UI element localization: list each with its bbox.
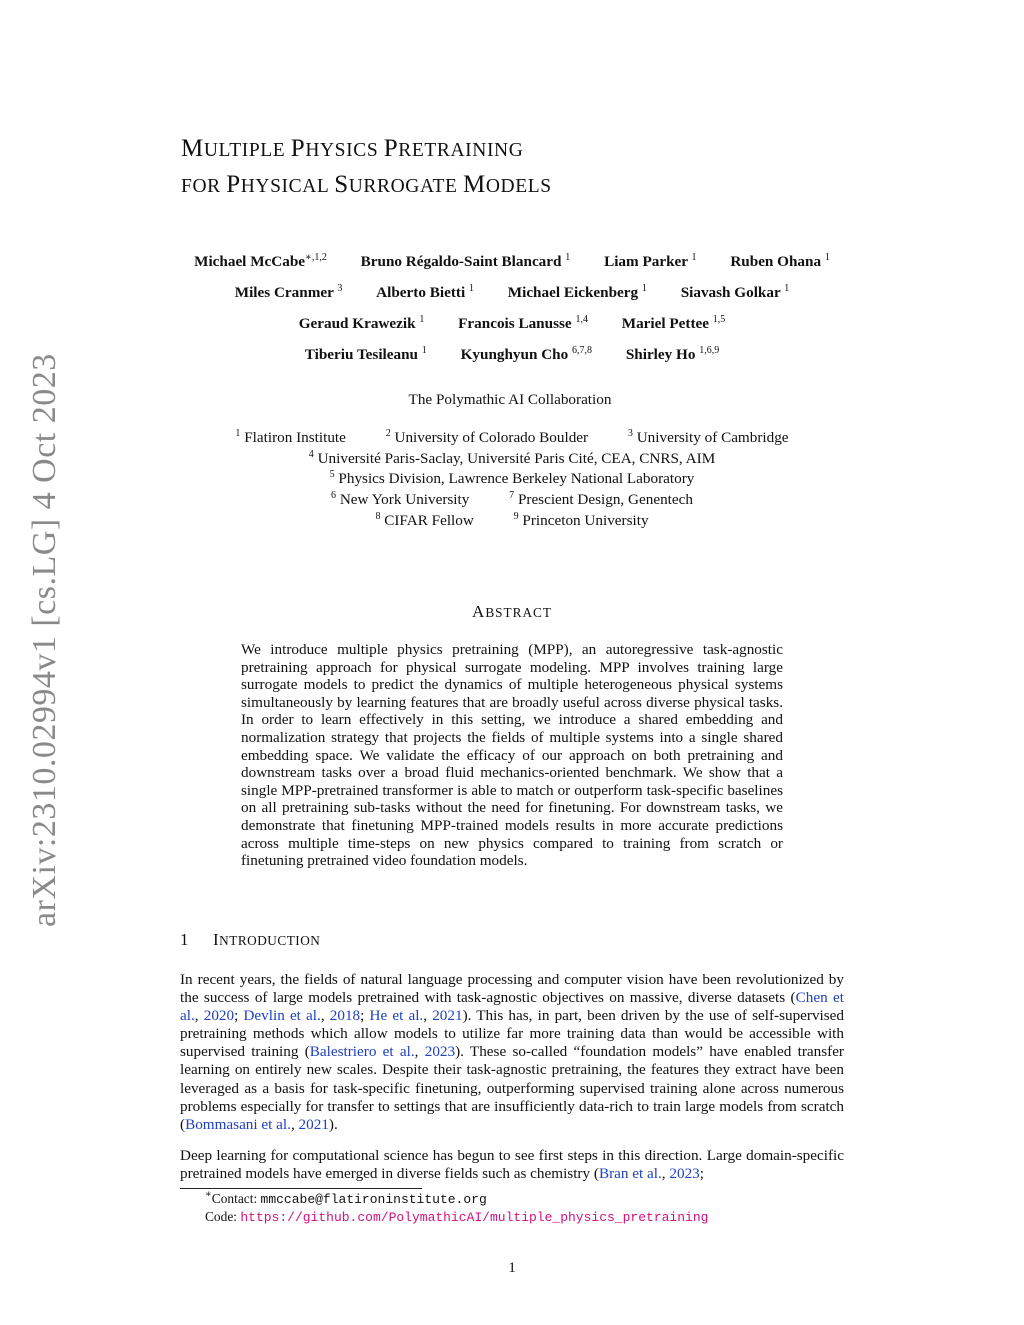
footnote-code: Code: https://github.com/PolymathicAI/multiple_physics_pretraining: [205, 1209, 709, 1225]
author: Siavash Golkar $^1$: [680, 283, 790, 301]
paragraph-text: ,: [194, 1007, 204, 1025]
author: Bruno Régaldo-Saint Blancard $^1$: [360, 252, 571, 270]
author: Miles Cranmer $^3$: [234, 283, 343, 301]
author: Mariel Pettee $^{1,5}$: [621, 314, 726, 332]
affiliation-row: [0, 449, 1024, 469]
citation-link[interactable]: 2021: [432, 1007, 463, 1025]
paragraph-text: ;: [699, 1165, 704, 1183]
paragraph-text: ;: [234, 1007, 244, 1025]
author: Francois Lanusse $^{1,4}$: [458, 314, 588, 332]
author-row: [150, 252, 874, 272]
author: Michael Eickenberg $^1$: [507, 283, 647, 301]
paper-title: [181, 132, 881, 204]
abstract-text: We introduce multiple physics pretraining (MPP), an autoregressive task-agnostic pretraining approach for physical surrogate modeling. MPP involves training large surrogate models to predict the dynamics of multiple heterogeneous physical systems simultaneously by learning features that are broadly useful across diverse physical tasks. In order to learn effectively in this setting, we introduce a shared embedding and normalization strategy that projects the fields of multiple systems into a single shared embedding space. We validate the efficacy of our approach on both pretraining and downstream tasks over a broad fluid mechanics-oriented benchmark. We show that a single MPP-pretrained transformer is able to match or outperform task-specific baselines on all pretraining sub-tasks without the need for finetuning. For downstream tasks, we demonstrate that finetuning MPP-trained models results in more accurate predictions across multiple time-steps on new physics compared to training from scratch or finetuning pretrained video foundation models.: [241, 641, 783, 870]
affiliation: $^9$ Princeton University: [513, 511, 649, 529]
author-row: [150, 314, 874, 334]
collaboration-name: The Polymathic AI Collaboration: [408, 391, 612, 408]
citation-link[interactable]: 2021: [298, 1115, 329, 1133]
author: Tiberiu Tesileanu $^1$: [304, 345, 427, 363]
section-heading: [180, 930, 320, 950]
citation-link[interactable]: 2020: [203, 1007, 235, 1025]
affiliation-row: [0, 511, 1024, 531]
title-line-1: MULTIPLE PHYSICS PRETRAINING: [181, 135, 524, 162]
citation-link[interactable]: 2018: [329, 1007, 361, 1025]
author: Kyunghyun Cho $^{6,7,8}$: [460, 345, 593, 363]
affiliation: $^4$ Université Paris-Saclay, Université Paris Cité, CEA, CNRS, AIM: [308, 449, 716, 467]
affiliation: $^3$ University of Cambridge: [627, 428, 789, 446]
author-row: [150, 345, 874, 365]
affiliation: $^2$ University of Colorado Boulder: [385, 428, 589, 446]
arxiv-identifier: arXiv:2310.02994v1 [cs.LG] 4 Oct 2023: [26, 353, 63, 927]
affiliation: $^8$ CIFAR Fellow: [375, 511, 474, 529]
affiliation-row: [0, 469, 1024, 489]
paragraph-text: Deep learning for computational science has begun to see first steps in this direction. Large domain-specific pretrained models have emerged in diverse fields such as chemistry (: [180, 1147, 844, 1183]
paragraph-text: In recent years, the fields of natural language processing and computer vision have been revolutionized by the success of large models pretrained with task-agnostic objectives on massive, diverse datasets (: [180, 971, 844, 1007]
citation-link[interactable]: 2023: [669, 1165, 700, 1183]
footnote-rule: [180, 1188, 422, 1189]
paragraph-text: ,: [661, 1165, 670, 1183]
paragraph-text: ).: [328, 1115, 338, 1133]
author: Ruben Ohana $^1$: [730, 252, 830, 270]
intro-paragraph-1: [180, 971, 844, 1134]
title-line-2: FOR PHYSICAL SURROGATE MODELS: [181, 171, 552, 198]
citation-link[interactable]: Balestriero et al.: [309, 1043, 415, 1061]
author: Michael McCabe$^{∗,1,2}$: [194, 252, 327, 270]
author-row: [150, 283, 874, 303]
page-number: 1: [508, 1259, 516, 1276]
footnote-contact: ∗Contact: mmccabe@flatironinstitute.org: [205, 1189, 487, 1207]
citation-link[interactable]: Chen et al.: [180, 989, 844, 1025]
section-number: 1: [180, 930, 189, 949]
paragraph-text: ;: [360, 1007, 370, 1025]
affiliation-row: [0, 490, 1024, 510]
citation-link[interactable]: 2023: [424, 1043, 456, 1061]
abstract-heading: ABSTRACT: [472, 602, 552, 621]
affiliation-row: [0, 428, 1024, 448]
paragraph-text: ,: [423, 1007, 433, 1025]
paragraph-text: ,: [290, 1115, 299, 1133]
affiliation: $^6$ New York University: [331, 490, 470, 508]
paragraph-text: ). These so-called “foundation models” have enabled transfer learning on entirely new scales. Despite their task-agnostic pretraining, the features they extract have been leveraged as a basis for task-specific finetuning, outperforming supervised training alone across numerous problems especially for transfer to settings that are insufficiently data-rich to train large models from scratch (: [180, 1043, 844, 1133]
intro-paragraph-2: [180, 1147, 844, 1183]
affiliation: $^7$ Prescient Design, Genentech: [509, 490, 693, 508]
author: Geraud Krawezik $^1$: [298, 314, 425, 332]
affiliation: $^1$ Flatiron Institute: [235, 428, 346, 446]
citation-link[interactable]: He et al.: [369, 1007, 424, 1025]
author: Liam Parker $^1$: [604, 252, 697, 270]
citation-link[interactable]: Bommasani et al.: [185, 1115, 291, 1133]
citation-link[interactable]: Bran et al.: [598, 1165, 662, 1183]
citation-link[interactable]: Devlin et al.: [243, 1007, 321, 1025]
code-link[interactable]: https://github.com/PolymathicAI/multiple_physics_pretraining: [240, 1210, 709, 1225]
paragraph-text: ,: [320, 1007, 330, 1025]
author: Alberto Bietti $^1$: [376, 283, 474, 301]
section-title: INTRODUCTION: [213, 930, 321, 949]
paragraph-text: ). This has, in part, been driven by the use of self-supervised pretraining methods which allow models to utilize far more training data than would be accessible with supervised training (: [180, 1007, 845, 1061]
author: Shirley Ho $^{1,6,9}$: [625, 345, 720, 363]
paragraph-text: ,: [414, 1043, 425, 1061]
affiliation: $^5$ Physics Division, Lawrence Berkeley National Laboratory: [329, 469, 695, 487]
